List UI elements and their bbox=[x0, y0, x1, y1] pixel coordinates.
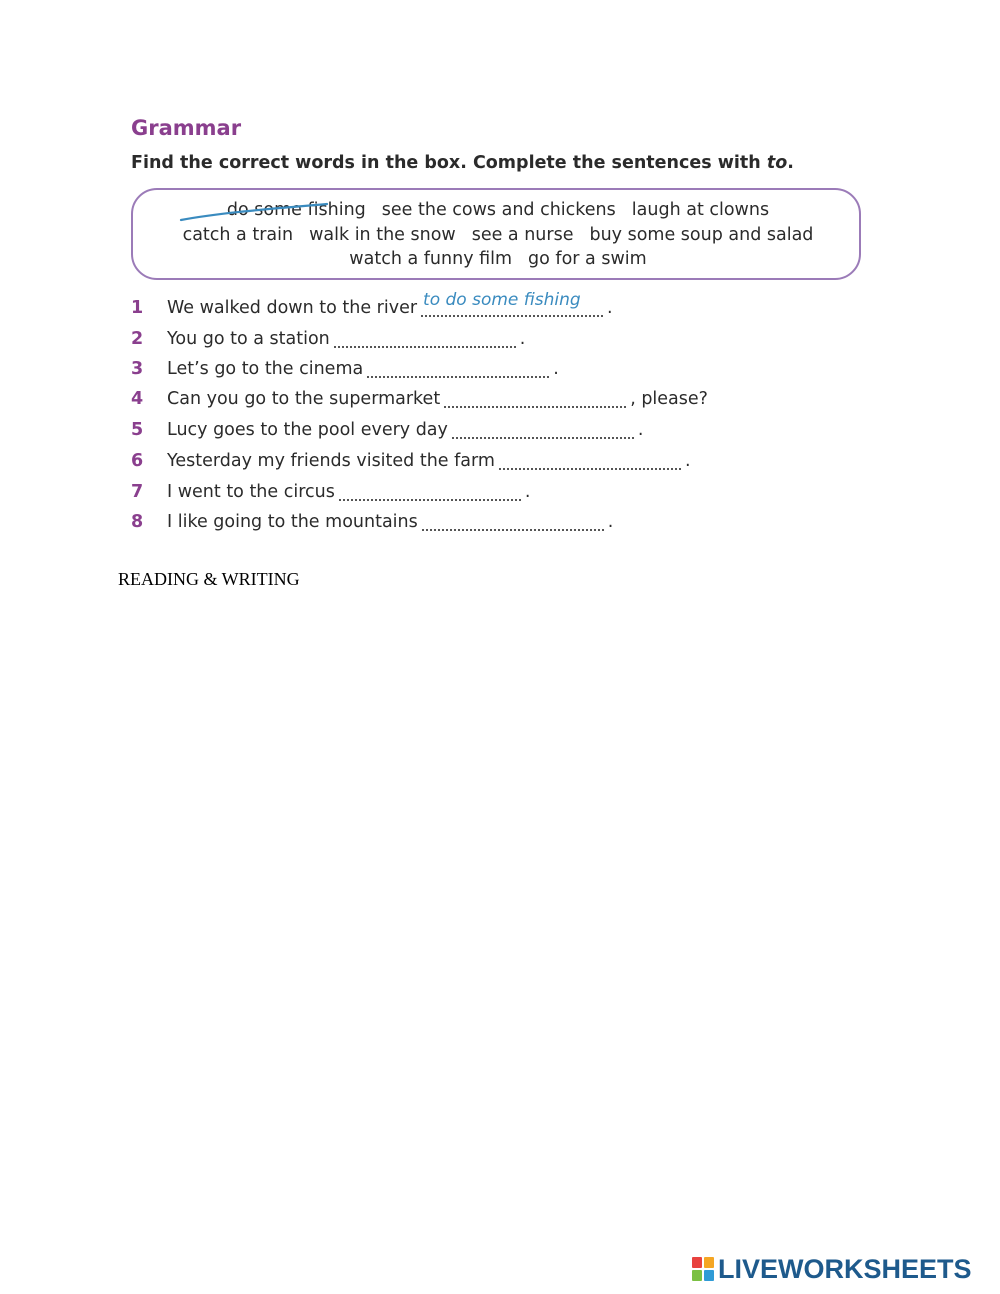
word-option: go for a swim bbox=[528, 249, 647, 269]
sentence-5 bbox=[131, 419, 643, 445]
sentence-2 bbox=[131, 328, 525, 354]
logo-tile-3 bbox=[692, 1270, 702, 1281]
section-heading: Grammar bbox=[131, 116, 242, 140]
answer-blank[interactable] bbox=[452, 419, 634, 439]
sentence-number: 5 bbox=[131, 420, 144, 440]
word-option: do some fishing bbox=[226, 200, 366, 220]
answer-blank[interactable] bbox=[499, 450, 681, 470]
word-box-row-2 bbox=[133, 225, 863, 245]
sentence-text: Yesterday my friends visited the farm bbox=[167, 451, 495, 471]
answer-blank[interactable] bbox=[444, 388, 626, 408]
logo-text: LIVEWORKSHEETS bbox=[718, 1253, 972, 1284]
sentence-8 bbox=[131, 511, 613, 537]
sentence-4 bbox=[131, 388, 708, 414]
handwritten-answer: to do some fishing bbox=[423, 290, 581, 310]
word-option: laugh at clowns bbox=[631, 200, 770, 220]
word-option: catch a train bbox=[182, 225, 294, 245]
logo-tile-1 bbox=[692, 1257, 702, 1268]
sentence-end: . bbox=[524, 482, 531, 502]
sentence-text: I went to the circus bbox=[167, 482, 335, 502]
word-option: walk in the snow bbox=[309, 225, 456, 245]
sentence-number: 6 bbox=[131, 451, 144, 471]
sentence-number: 2 bbox=[131, 329, 144, 349]
logo-tile-2 bbox=[704, 1257, 714, 1268]
word-box-row-3 bbox=[133, 249, 863, 269]
liveworksheets-logo-icon bbox=[692, 1257, 714, 1281]
sentence-end: , please? bbox=[630, 389, 708, 409]
reading-writing-heading: READING & WRITING bbox=[118, 569, 300, 589]
word-option: buy some soup and salad bbox=[589, 225, 814, 245]
sentence-text: I like going to the mountains bbox=[167, 512, 418, 532]
sentence-number: 8 bbox=[131, 512, 144, 532]
word-option: see the cows and chickens bbox=[381, 200, 616, 220]
word-option: watch a funny film bbox=[349, 249, 513, 269]
answer-blank[interactable] bbox=[339, 481, 521, 501]
instructions bbox=[131, 153, 794, 173]
instructions-prefix: Find the correct words in the box. Complete the sentences with bbox=[131, 153, 767, 173]
sentence-text: We walked down to the river bbox=[167, 298, 418, 318]
strikethrough-mark bbox=[173, 198, 333, 224]
sentence-1 bbox=[131, 290, 613, 323]
sentence-end: . bbox=[684, 451, 691, 471]
sentence-end: . bbox=[637, 420, 644, 440]
sentence-6 bbox=[131, 450, 691, 476]
sentence-3 bbox=[131, 358, 559, 384]
sentence-number: 4 bbox=[131, 389, 144, 409]
word-option: see a nurse bbox=[471, 225, 574, 245]
sentence-end: . bbox=[553, 359, 559, 379]
answer-blank[interactable] bbox=[367, 358, 549, 378]
sentence-number: 7 bbox=[131, 482, 144, 502]
sentence-text: Lucy goes to the pool every day bbox=[167, 420, 448, 440]
sentence-end: . bbox=[519, 329, 526, 349]
answer-blank[interactable] bbox=[422, 511, 604, 531]
instructions-emphasis: to bbox=[766, 153, 788, 173]
sentence-7 bbox=[131, 481, 530, 507]
word-box bbox=[131, 188, 861, 280]
logo-tile-4 bbox=[704, 1270, 714, 1281]
instructions-suffix: . bbox=[787, 153, 794, 173]
sentence-end: . bbox=[607, 298, 613, 318]
liveworksheets-logo[interactable] bbox=[692, 1254, 972, 1284]
sentence-text: You go to a station bbox=[167, 329, 330, 349]
sentence-text: Can you go to the supermarket bbox=[167, 389, 441, 409]
sentence-number: 1 bbox=[131, 298, 144, 318]
answer-blank[interactable] bbox=[334, 328, 516, 348]
sentence-end: . bbox=[607, 512, 614, 532]
answer-blank[interactable] bbox=[421, 290, 603, 317]
sentence-text: Let’s go to the cinema bbox=[167, 359, 364, 379]
sentence-number: 3 bbox=[131, 359, 144, 379]
